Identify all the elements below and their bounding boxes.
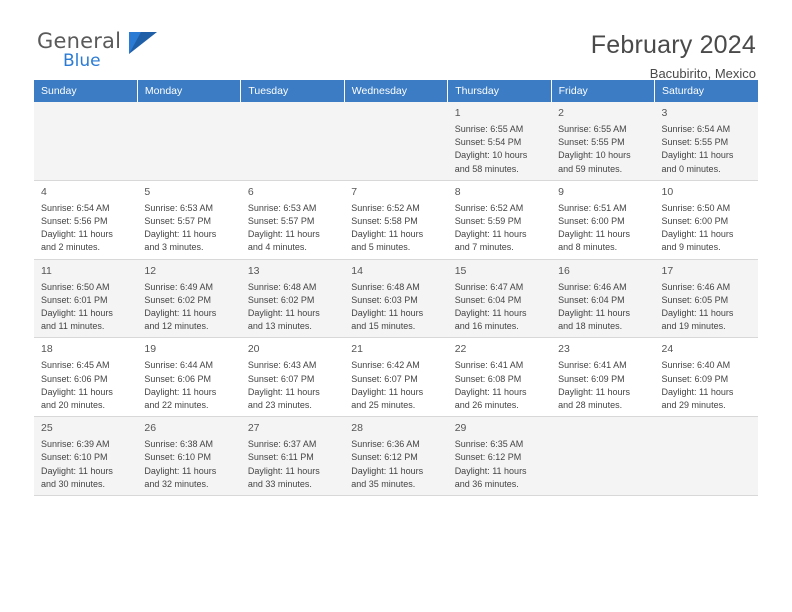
day-info-line: and 12 minutes. <box>144 321 209 332</box>
day-info-line: and 20 minutes. <box>41 400 106 411</box>
day-sun-info <box>144 438 234 491</box>
day-info-line: Sunset: 5:54 PM <box>454 137 522 148</box>
day-number: 26 <box>144 422 157 435</box>
day-sun-info <box>248 438 338 491</box>
title-block <box>591 30 758 84</box>
day-info-line: Daylight: 11 hours <box>41 308 113 319</box>
day-info-line: Sunset: 6:08 PM <box>454 373 522 384</box>
day-sun-info <box>455 281 545 334</box>
calendar-day-cell[interactable] <box>241 259 344 338</box>
day-info-line: and 22 minutes. <box>144 400 209 411</box>
day-info-line: Sunrise: 6:41 AM <box>558 360 627 371</box>
day-info-line: Daylight: 11 hours <box>454 308 527 319</box>
day-info-line: Daylight: 11 hours <box>41 386 113 397</box>
day-number: 5 <box>144 185 151 198</box>
day-info-line: Sunrise: 6:52 AM <box>454 202 524 213</box>
day-number: 20 <box>247 343 260 356</box>
day-sun-info <box>351 202 441 255</box>
day-info-line: Sunrise: 6:50 AM <box>661 202 731 213</box>
day-info-line: Sunset: 5:59 PM <box>454 216 522 227</box>
day-sun-info <box>558 123 648 176</box>
calendar-body <box>34 102 758 496</box>
day-info-line: Sunset: 6:12 PM <box>454 452 522 463</box>
day-sun-info <box>455 359 545 412</box>
day-info-line: Sunset: 5:55 PM <box>661 137 729 148</box>
day-info-line: Sunrise: 6:46 AM <box>558 281 627 292</box>
day-info-line: Sunset: 6:10 PM <box>41 452 108 463</box>
calendar-day-cell[interactable] <box>655 338 758 417</box>
weekday-header-wednesday: Wednesday <box>344 80 447 102</box>
day-info-line: Sunrise: 6:38 AM <box>144 439 213 450</box>
day-info-line: Daylight: 11 hours <box>247 386 320 397</box>
day-info-line: Daylight: 11 hours <box>144 229 217 240</box>
day-number: 11 <box>41 264 52 277</box>
day-info-line: Sunrise: 6:46 AM <box>661 281 731 292</box>
day-sun-info <box>351 281 441 334</box>
day-info-line: Sunset: 6:07 PM <box>247 373 315 384</box>
calendar-day-cell[interactable] <box>551 338 654 417</box>
day-info-line: Daylight: 11 hours <box>661 386 734 397</box>
day-info-line: Sunrise: 6:43 AM <box>247 360 317 371</box>
day-number: 6 <box>247 185 254 198</box>
day-number: 28 <box>351 422 363 435</box>
day-number: 16 <box>558 264 570 277</box>
weekday-header-saturday: Saturday <box>655 80 758 102</box>
day-number: 25 <box>41 422 53 435</box>
day-sun-info <box>41 281 131 334</box>
day-info-line: and 18 minutes. <box>558 321 623 332</box>
day-info-line: Sunrise: 6:51 AM <box>558 202 627 213</box>
day-info-line: Sunrise: 6:48 AM <box>351 281 420 292</box>
day-info-line: Sunset: 6:04 PM <box>454 294 522 305</box>
calendar-day-cell[interactable] <box>241 338 344 417</box>
calendar-day-cell[interactable] <box>137 417 240 496</box>
day-info-line: Sunset: 6:12 PM <box>351 452 418 463</box>
day-info-line: Sunrise: 6:47 AM <box>454 281 524 292</box>
day-sun-info <box>144 359 234 412</box>
day-info-line: Sunrise: 6:53 AM <box>144 202 213 213</box>
day-info-line: Sunrise: 6:48 AM <box>247 281 317 292</box>
day-info-line: Daylight: 11 hours <box>661 308 734 319</box>
day-info-line: Sunrise: 6:54 AM <box>41 202 110 213</box>
day-info-line: and 33 minutes. <box>247 478 312 489</box>
day-info-line: Daylight: 11 hours <box>144 386 217 397</box>
day-info-line: Daylight: 11 hours <box>41 465 113 476</box>
day-info-line: Sunset: 6:07 PM <box>351 373 418 384</box>
day-info-line: Daylight: 11 hours <box>144 308 217 319</box>
day-info-line: and 5 minutes. <box>351 242 411 253</box>
calendar-day-cell[interactable] <box>137 259 240 338</box>
day-info-line: Daylight: 10 hours <box>558 150 631 161</box>
calendar-day-cell[interactable] <box>551 259 654 338</box>
day-info-line: Sunset: 6:00 PM <box>558 216 625 227</box>
day-sun-info <box>558 359 648 412</box>
logo-text-general: General <box>37 29 122 53</box>
day-info-line: Sunrise: 6:39 AM <box>41 439 110 450</box>
calendar-day-cell[interactable] <box>655 180 758 259</box>
day-info-line: and 9 minutes. <box>661 242 721 253</box>
day-info-line: Daylight: 11 hours <box>144 465 217 476</box>
day-info-line: and 13 minutes. <box>247 321 312 332</box>
day-sun-info <box>41 359 131 412</box>
day-sun-info <box>662 202 752 255</box>
day-info-line: Sunrise: 6:50 AM <box>41 281 110 292</box>
day-info-line: and 30 minutes. <box>41 478 106 489</box>
day-info-line: Daylight: 11 hours <box>247 465 320 476</box>
day-info-line: and 32 minutes. <box>144 478 209 489</box>
day-number: 12 <box>144 264 157 277</box>
day-info-line: Daylight: 11 hours <box>558 229 630 240</box>
day-info-line: and 28 minutes. <box>558 400 623 411</box>
day-info-line: Sunrise: 6:55 AM <box>558 124 627 134</box>
calendar-empty-cell <box>241 102 344 180</box>
calendar-day-cell[interactable] <box>448 180 551 259</box>
day-info-line: and 0 minutes. <box>661 163 721 174</box>
logo-flag-accent-icon <box>129 32 141 54</box>
calendar-day-cell[interactable] <box>34 259 137 338</box>
day-info-line: and 35 minutes. <box>351 478 416 489</box>
day-info-line: and 2 minutes. <box>41 242 101 253</box>
logo-text-blue: Blue <box>63 51 101 71</box>
day-sun-info <box>248 281 338 334</box>
day-info-line: Daylight: 11 hours <box>41 229 113 240</box>
day-sun-info <box>558 281 648 334</box>
day-info-line: Sunrise: 6:55 AM <box>454 124 524 134</box>
calendar-day-cell[interactable] <box>34 417 137 496</box>
day-number: 8 <box>454 185 461 198</box>
day-info-line: Daylight: 11 hours <box>351 386 424 397</box>
day-number: 1 <box>454 107 461 119</box>
calendar-table <box>34 80 758 496</box>
day-info-line: Sunset: 5:56 PM <box>41 216 108 227</box>
calendar-day-cell[interactable] <box>551 180 654 259</box>
day-info-line: Sunrise: 6:44 AM <box>144 360 213 371</box>
calendar-empty-cell <box>34 102 137 180</box>
day-sun-info <box>41 438 131 491</box>
day-info-line: and 11 minutes. <box>41 321 105 332</box>
day-info-line: Daylight: 11 hours <box>247 229 320 240</box>
day-info-line: Daylight: 11 hours <box>661 229 734 240</box>
day-info-line: Daylight: 11 hours <box>454 465 527 476</box>
day-info-line: and 23 minutes. <box>247 400 312 411</box>
day-info-line: and 16 minutes. <box>454 321 519 332</box>
day-info-line: and 3 minutes. <box>144 242 204 253</box>
calendar-day-cell[interactable] <box>137 338 240 417</box>
day-number: 27 <box>247 422 260 435</box>
weekday-header-sunday: Sunday <box>34 80 137 102</box>
calendar-empty-cell <box>655 417 758 496</box>
day-number: 21 <box>351 343 363 356</box>
day-number: 24 <box>661 343 674 356</box>
day-number: 10 <box>661 185 674 198</box>
calendar-day-cell[interactable] <box>344 338 447 417</box>
day-info-line: Sunset: 6:06 PM <box>41 373 108 384</box>
day-sun-info <box>41 202 131 255</box>
day-info-line: Sunrise: 6:35 AM <box>454 439 524 450</box>
day-number: 14 <box>351 264 363 277</box>
day-info-line: Sunset: 6:09 PM <box>661 373 729 384</box>
day-number: 18 <box>41 343 53 356</box>
calendar-day-cell[interactable] <box>551 102 654 180</box>
day-info-line: Sunset: 6:02 PM <box>144 294 211 305</box>
day-info-line: Sunset: 6:09 PM <box>558 373 625 384</box>
calendar-week-row <box>34 180 758 259</box>
day-info-line: Sunset: 6:05 PM <box>661 294 729 305</box>
day-info-line: Sunrise: 6:49 AM <box>144 281 213 292</box>
day-info-line: and 7 minutes. <box>454 242 514 253</box>
day-info-line: Daylight: 11 hours <box>351 465 424 476</box>
day-number: 23 <box>558 343 570 356</box>
day-info-line: Sunrise: 6:41 AM <box>454 360 524 371</box>
day-info-line: Sunset: 6:02 PM <box>247 294 315 305</box>
day-info-line: Daylight: 11 hours <box>351 308 424 319</box>
day-info-line: Sunset: 5:58 PM <box>351 216 418 227</box>
day-info-line: and 58 minutes. <box>454 163 519 174</box>
calendar-empty-cell <box>137 102 240 180</box>
calendar-day-cell[interactable] <box>241 180 344 259</box>
calendar-day-cell[interactable] <box>34 180 137 259</box>
day-info-line: Sunrise: 6:45 AM <box>41 360 110 371</box>
day-info-line: Daylight: 11 hours <box>454 386 527 397</box>
calendar-day-cell[interactable] <box>448 338 551 417</box>
calendar-day-cell[interactable] <box>344 259 447 338</box>
calendar-empty-cell <box>344 102 447 180</box>
calendar-day-cell[interactable] <box>137 180 240 259</box>
day-info-line: Sunrise: 6:36 AM <box>351 439 420 450</box>
day-sun-info <box>662 359 752 412</box>
calendar-week-row <box>34 259 758 338</box>
day-sun-info <box>455 202 545 255</box>
page-title: February 2024 <box>590 31 756 59</box>
day-info-line: and 19 minutes. <box>661 321 726 332</box>
day-sun-info <box>558 202 648 255</box>
calendar-day-cell[interactable] <box>344 417 447 496</box>
day-info-line: Sunset: 5:57 PM <box>144 216 211 227</box>
location-subtitle: Bacubirito, Mexico <box>649 66 756 81</box>
day-number: 9 <box>558 185 564 198</box>
day-number: 15 <box>454 264 467 277</box>
calendar-week-row <box>34 338 758 417</box>
day-info-line: Sunrise: 6:40 AM <box>661 360 731 371</box>
page-header <box>34 0 758 81</box>
day-number: 19 <box>144 343 157 356</box>
weekday-header-thursday: Thursday <box>448 80 551 102</box>
calendar-day-cell[interactable] <box>344 180 447 259</box>
calendar-week-row <box>34 102 758 180</box>
weekday-header-monday: Monday <box>137 80 240 102</box>
day-sun-info <box>144 202 234 255</box>
day-sun-info <box>248 202 338 255</box>
day-info-line: Daylight: 11 hours <box>558 308 630 319</box>
day-info-line: Sunset: 6:10 PM <box>144 452 211 463</box>
weekday-header-tuesday: Tuesday <box>241 80 344 102</box>
calendar-empty-cell <box>551 417 654 496</box>
day-info-line: and 15 minutes. <box>351 321 416 332</box>
day-info-line: Sunrise: 6:42 AM <box>351 360 420 371</box>
day-info-line: Sunset: 5:55 PM <box>558 137 625 148</box>
calendar-day-cell[interactable] <box>655 102 758 180</box>
day-info-line: Sunset: 6:06 PM <box>144 373 211 384</box>
day-info-line: Daylight: 11 hours <box>558 386 630 397</box>
day-info-line: Daylight: 11 hours <box>247 308 320 319</box>
day-sun-info <box>351 359 441 412</box>
day-sun-info <box>662 281 752 334</box>
day-info-line: Sunset: 6:04 PM <box>558 294 625 305</box>
day-sun-info <box>662 123 752 176</box>
day-info-line: Daylight: 11 hours <box>351 229 424 240</box>
day-sun-info <box>248 359 338 412</box>
day-info-line: and 26 minutes. <box>454 400 519 411</box>
calendar-day-cell[interactable] <box>34 338 137 417</box>
day-number: 13 <box>247 264 260 277</box>
day-info-line: Sunset: 6:01 PM <box>41 294 108 305</box>
day-info-line: and 25 minutes. <box>351 400 416 411</box>
day-sun-info <box>351 438 441 491</box>
day-number: 4 <box>41 185 47 198</box>
day-info-line: and 8 minutes. <box>558 242 618 253</box>
weekday-header-friday: Friday <box>551 80 654 102</box>
day-number: 17 <box>661 264 674 277</box>
day-info-line: and 4 minutes. <box>247 242 307 253</box>
day-info-line: Daylight: 10 hours <box>454 150 528 161</box>
day-info-line: Sunset: 6:11 PM <box>247 452 314 463</box>
day-number: 2 <box>558 107 564 119</box>
calendar-day-cell[interactable] <box>241 417 344 496</box>
logo <box>34 30 177 70</box>
day-sun-info <box>455 123 545 176</box>
day-info-line: Sunset: 6:03 PM <box>351 294 418 305</box>
day-sun-info <box>144 281 234 334</box>
day-info-line: Daylight: 11 hours <box>454 229 527 240</box>
calendar-day-cell[interactable] <box>448 102 551 180</box>
day-number: 29 <box>454 422 467 435</box>
calendar-week-row <box>34 417 758 496</box>
day-info-line: Sunrise: 6:37 AM <box>247 439 317 450</box>
day-info-line: and 29 minutes. <box>661 400 726 411</box>
day-info-line: Sunset: 6:00 PM <box>661 216 729 227</box>
day-number: 3 <box>661 107 668 119</box>
day-number: 7 <box>351 185 358 198</box>
day-number: 22 <box>454 343 467 356</box>
day-info-line: and 36 minutes. <box>454 478 519 489</box>
day-info-line: Sunrise: 6:52 AM <box>351 202 420 213</box>
calendar-day-cell[interactable] <box>448 259 551 338</box>
day-info-line: Daylight: 11 hours <box>661 150 734 161</box>
day-info-line: and 59 minutes. <box>558 163 623 174</box>
day-info-line: Sunset: 5:57 PM <box>247 216 315 227</box>
day-info-line: Sunrise: 6:54 AM <box>661 124 731 134</box>
day-info-line: Sunrise: 6:53 AM <box>247 202 317 213</box>
calendar-day-cell[interactable] <box>448 417 551 496</box>
calendar-day-cell[interactable] <box>655 259 758 338</box>
day-sun-info <box>455 438 545 491</box>
